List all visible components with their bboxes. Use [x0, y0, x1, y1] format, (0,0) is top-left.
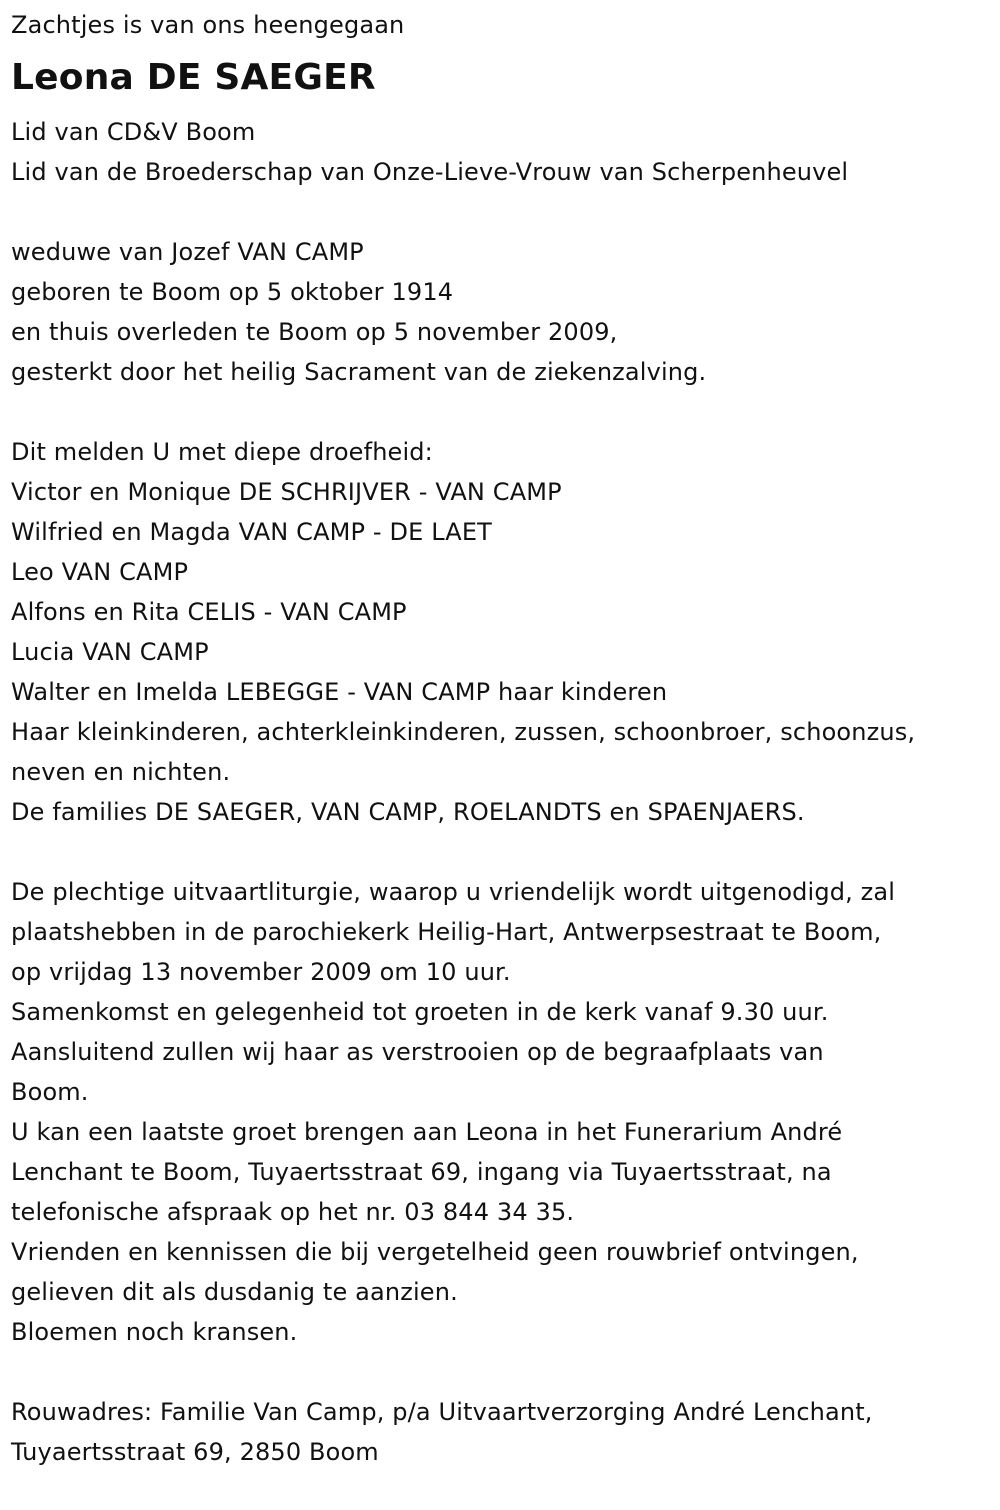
section-gap	[11, 392, 996, 432]
family-line: Lucia VAN CAMP	[11, 638, 209, 666]
membership-line: Lid van CD&V Boom	[11, 118, 256, 146]
funeral-line: plaatshebben in de parochiekerk Heilig-Hart, Antwerpsestraat te Boom,	[11, 918, 882, 946]
funeral-section	[11, 872, 996, 1352]
memberships-section	[11, 112, 996, 192]
family-line: Wilfried en Magda VAN CAMP - DE LAET	[11, 518, 492, 546]
death-notice	[11, 0, 996, 1472]
bio-line: gesterkt door het heilig Sacrament van de ziekenzalving.	[11, 358, 707, 386]
family-line: neven en nichten.	[11, 758, 231, 786]
funeral-line: U kan een laatste groet brengen aan Leona in het Funerarium André	[11, 1118, 843, 1146]
section-gap	[11, 832, 996, 872]
section-gap	[11, 192, 996, 232]
address-section	[11, 1392, 996, 1472]
membership-line: Lid van de Broederschap van Onze-Lieve-Vrouw van Scherpenheuvel	[11, 158, 849, 186]
family-line: Alfons en Rita CELIS - VAN CAMP	[11, 598, 407, 626]
bio-line: geboren te Boom op 5 oktober 1914	[11, 278, 454, 306]
family-line: Victor en Monique DE SCHRIJVER - VAN CAMP	[11, 478, 562, 506]
funeral-line: Vrienden en kennissen die bij vergetelheid geen rouwbrief ontvingen,	[11, 1238, 859, 1266]
address-line: Tuyaertsstraat 69, 2850 Boom	[11, 1438, 379, 1466]
family-line: De families DE SAEGER, VAN CAMP, ROELANDTS en SPAENJAERS.	[11, 798, 805, 826]
funeral-line: gelieven dit als dusdanig te aanzien.	[11, 1278, 458, 1306]
address-line: Rouwadres: Familie Van Camp, p/a Uitvaartverzorging André Lenchant,	[11, 1398, 873, 1426]
family-line: Leo VAN CAMP	[11, 558, 189, 586]
funeral-line: Bloemen noch kransen.	[11, 1318, 298, 1346]
bio-line: en thuis overleden te Boom op 5 november 2009,	[11, 318, 618, 346]
intro-text: Zachtjes is van ons heengegaan	[11, 11, 405, 39]
family-section	[11, 432, 996, 832]
deceased-name: Leona DE SAEGER	[11, 57, 376, 98]
family-line: Haar kleinkinderen, achterkleinkinderen, zussen, schoonbroer, schoonzus,	[11, 718, 916, 746]
funeral-line: Lenchant te Boom, Tuyaertsstraat 69, ingang via Tuyaertsstraat, na	[11, 1158, 832, 1186]
bio-line: weduwe van Jozef VAN CAMP	[11, 238, 364, 266]
family-line: Walter en Imelda LEBEGGE - VAN CAMP haar kinderen	[11, 678, 668, 706]
funeral-line: Aansluitend zullen wij haar as verstrooien op de begraafplaats van	[11, 1038, 824, 1066]
funeral-line: Samenkomst en gelegenheid tot groeten in de kerk vanaf 9.30 uur.	[11, 998, 829, 1026]
funeral-line: telefonische afspraak op het nr. 03 844 34 35.	[11, 1198, 575, 1226]
funeral-line: De plechtige uitvaartliturgie, waarop u vriendelijk wordt uitgenodigd, zal	[11, 878, 896, 906]
family-line: Dit melden U met diepe droefheid:	[11, 438, 433, 466]
funeral-line: Boom.	[11, 1078, 89, 1106]
section-gap	[11, 1352, 996, 1392]
funeral-line: op vrijdag 13 november 2009 om 10 uur.	[11, 958, 511, 986]
biography-section	[11, 232, 996, 392]
